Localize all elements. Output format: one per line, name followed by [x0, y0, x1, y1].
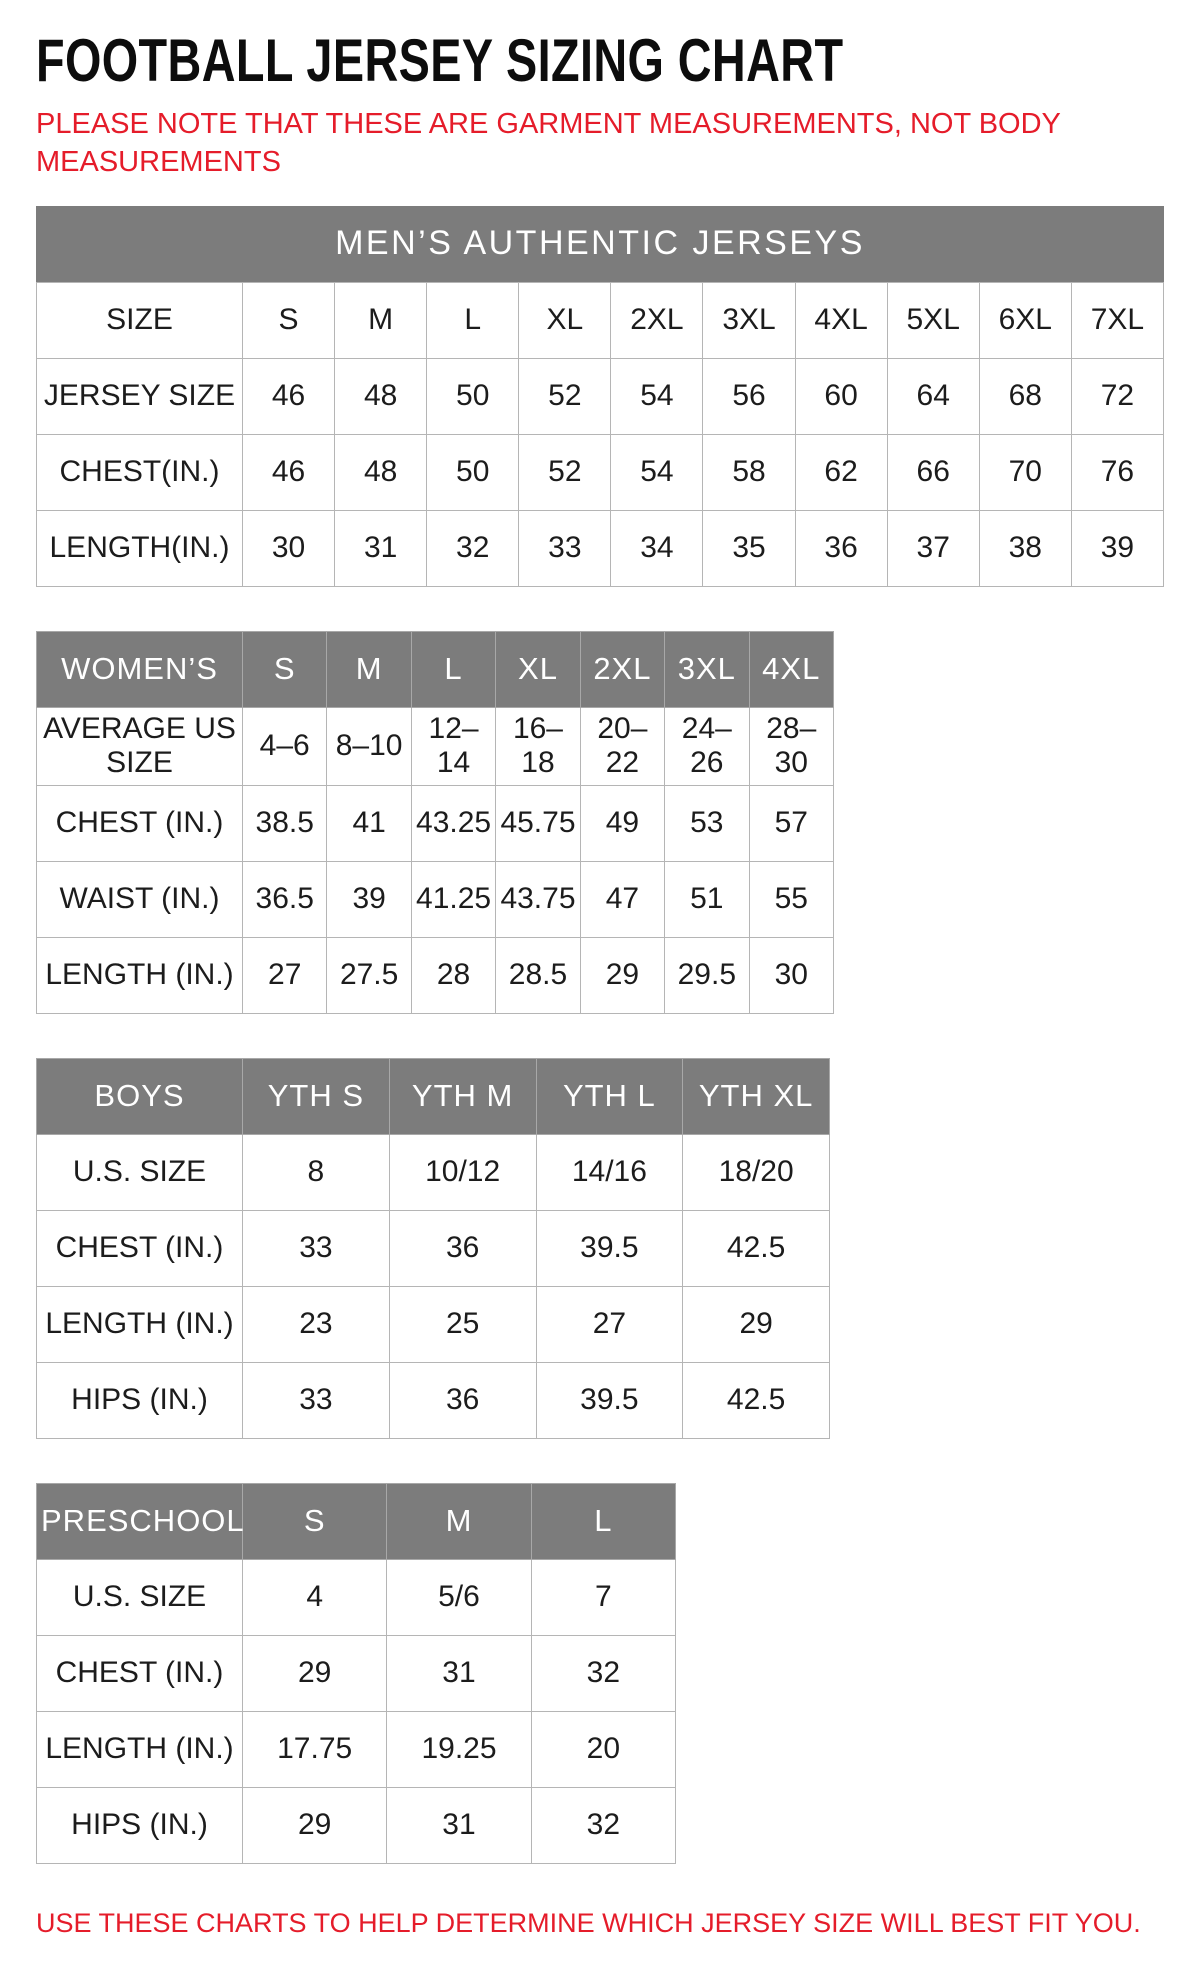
value-cell: 43.75 [496, 861, 580, 937]
boys-table [36, 1058, 830, 1439]
value-cell: 16–18 [496, 707, 580, 785]
value-cell: 76 [1071, 434, 1163, 510]
mens-table-banner: MEN’S AUTHENTIC JERSEYS [36, 206, 1164, 282]
value-cell: 49 [580, 785, 664, 861]
table-row [37, 707, 834, 785]
womens-header-row [37, 631, 834, 707]
table-row [37, 1635, 676, 1711]
value-cell: 39 [327, 861, 411, 937]
column-header: M [387, 1483, 531, 1559]
value-cell: 42.5 [683, 1210, 830, 1286]
value-cell: 41 [327, 785, 411, 861]
column-header: YTH XL [683, 1058, 830, 1134]
value-cell: 72 [1071, 358, 1163, 434]
column-header: 2XL [580, 631, 664, 707]
value-cell: 60 [795, 358, 887, 434]
column-header: L [531, 1483, 675, 1559]
value-cell: 32 [531, 1787, 675, 1863]
value-cell: 45.75 [496, 785, 580, 861]
value-cell: 29 [580, 937, 664, 1013]
column-header: 4XL [749, 631, 833, 707]
value-cell: 41.25 [411, 861, 495, 937]
column-header: YTH L [536, 1058, 683, 1134]
value-cell: 32 [427, 510, 519, 586]
value-cell: 64 [887, 358, 979, 434]
value-cell: 62 [795, 434, 887, 510]
measurement-note-line1: PLEASE NOTE THAT THESE ARE GARMENT MEASUREMENTS, NOT BODY [36, 108, 1061, 140]
value-cell: 8–10 [327, 707, 411, 785]
value-cell: 5/6 [387, 1559, 531, 1635]
mens-section [36, 206, 1164, 587]
row-label-cell: U.S. SIZE [37, 1134, 243, 1210]
value-cell: 58 [703, 434, 795, 510]
measurement-note-line2: MEASUREMENTS [36, 146, 281, 179]
value-cell: 39.5 [536, 1210, 683, 1286]
value-cell: 24–26 [665, 707, 749, 785]
value-cell: 2XL [611, 282, 703, 358]
column-header: 3XL [665, 631, 749, 707]
value-cell: 5XL [887, 282, 979, 358]
value-cell: 6XL [979, 282, 1071, 358]
boys-title-cell: BOYS [37, 1058, 243, 1134]
value-cell: 23 [243, 1286, 390, 1362]
column-header: M [327, 631, 411, 707]
row-label-cell: LENGTH (IN.) [37, 1286, 243, 1362]
value-cell: 14/16 [536, 1134, 683, 1210]
row-label-cell: CHEST (IN.) [37, 785, 243, 861]
row-label-cell: CHEST (IN.) [37, 1635, 243, 1711]
sizing-chart-page [36, 26, 1164, 1939]
value-cell: 48 [335, 358, 427, 434]
value-cell: 27 [243, 937, 327, 1013]
row-label-cell: LENGTH (IN.) [37, 1711, 243, 1787]
value-cell: 57 [749, 785, 833, 861]
preschool-title-cell: PRESCHOOL [37, 1483, 243, 1559]
value-cell: 29 [243, 1787, 387, 1863]
womens-title-cell: WOMEN’S [37, 631, 243, 707]
row-label-cell: LENGTH (IN.) [37, 937, 243, 1013]
value-cell: XL [519, 282, 611, 358]
value-cell: 33 [243, 1210, 390, 1286]
value-cell: 51 [665, 861, 749, 937]
value-cell: 46 [243, 434, 335, 510]
value-cell: 25 [389, 1286, 536, 1362]
value-cell: 33 [243, 1362, 390, 1438]
value-cell: 66 [887, 434, 979, 510]
value-cell: 42.5 [683, 1362, 830, 1438]
value-cell: 4 [243, 1559, 387, 1635]
table-row [37, 1134, 830, 1210]
table-row [37, 358, 1164, 434]
value-cell: 27 [536, 1286, 683, 1362]
value-cell: 32 [531, 1635, 675, 1711]
value-cell: 29 [243, 1635, 387, 1711]
value-cell: 19.25 [387, 1711, 531, 1787]
value-cell: 53 [665, 785, 749, 861]
boys-header-row [37, 1058, 830, 1134]
row-label-cell: LENGTH(IN.) [37, 510, 243, 586]
value-cell: 39.5 [536, 1362, 683, 1438]
row-label-cell: SIZE [37, 282, 243, 358]
value-cell: 4–6 [243, 707, 327, 785]
value-cell: 36.5 [243, 861, 327, 937]
womens-table [36, 631, 834, 1014]
value-cell: 10/12 [389, 1134, 536, 1210]
value-cell: 68 [979, 358, 1071, 434]
value-cell: 7XL [1071, 282, 1163, 358]
row-label-cell: CHEST (IN.) [37, 1210, 243, 1286]
womens-section [36, 631, 1164, 1014]
value-cell: 37 [887, 510, 979, 586]
value-cell: 30 [243, 510, 335, 586]
value-cell: 28 [411, 937, 495, 1013]
table-row [37, 510, 1164, 586]
preschool-header-row [37, 1483, 676, 1559]
row-label-cell: HIPS (IN.) [37, 1362, 243, 1438]
value-cell: 20–22 [580, 707, 664, 785]
column-header: S [243, 631, 327, 707]
value-cell: 34 [611, 510, 703, 586]
value-cell: 48 [335, 434, 427, 510]
row-label-cell: AVERAGE US SIZE [37, 707, 243, 785]
value-cell: 36 [389, 1210, 536, 1286]
value-cell: 54 [611, 434, 703, 510]
table-row [37, 1210, 830, 1286]
column-header: YTH M [389, 1058, 536, 1134]
value-cell: 3XL [703, 282, 795, 358]
value-cell: 46 [243, 358, 335, 434]
table-row [37, 861, 834, 937]
value-cell: 50 [427, 434, 519, 510]
row-label-cell: HIPS (IN.) [37, 1787, 243, 1863]
footer-note: USE THESE CHARTS TO HELP DETERMINE WHICH JERSEY SIZE WILL BEST FIT YOU. [36, 1907, 1141, 1938]
value-cell: 36 [795, 510, 887, 586]
row-label-cell: JERSEY SIZE [37, 358, 243, 434]
value-cell: 55 [749, 861, 833, 937]
table-row [37, 1559, 676, 1635]
value-cell: 7 [531, 1559, 675, 1635]
table-row [37, 1362, 830, 1438]
value-cell: S [243, 282, 335, 358]
value-cell: 52 [519, 358, 611, 434]
value-cell: 17.75 [243, 1711, 387, 1787]
value-cell: 39 [1071, 510, 1163, 586]
row-label-cell: U.S. SIZE [37, 1559, 243, 1635]
value-cell: 43.25 [411, 785, 495, 861]
table-row [37, 1711, 676, 1787]
column-header: XL [496, 631, 580, 707]
preschool-table [36, 1483, 676, 1864]
value-cell: 12–14 [411, 707, 495, 785]
row-label-cell: WAIST (IN.) [37, 861, 243, 937]
value-cell: 38.5 [243, 785, 327, 861]
table-row [37, 1286, 830, 1362]
value-cell: 30 [749, 937, 833, 1013]
value-cell: 35 [703, 510, 795, 586]
table-row [37, 434, 1164, 510]
value-cell: 38 [979, 510, 1071, 586]
value-cell: 28–30 [749, 707, 833, 785]
column-header: L [411, 631, 495, 707]
value-cell: 70 [979, 434, 1071, 510]
value-cell: 4XL [795, 282, 887, 358]
table-row [37, 937, 834, 1013]
value-cell: 33 [519, 510, 611, 586]
value-cell: 52 [519, 434, 611, 510]
value-cell: 29 [683, 1286, 830, 1362]
value-cell: 54 [611, 358, 703, 434]
page-title: FOOTBALL JERSEY SIZING CHART [36, 27, 844, 94]
table-row [37, 1787, 676, 1863]
value-cell: 28.5 [496, 937, 580, 1013]
mens-table [36, 282, 1164, 587]
value-cell: 47 [580, 861, 664, 937]
value-cell: 29.5 [665, 937, 749, 1013]
value-cell: 36 [389, 1362, 536, 1438]
value-cell: 27.5 [327, 937, 411, 1013]
value-cell: 50 [427, 358, 519, 434]
value-cell: 20 [531, 1711, 675, 1787]
table-row [37, 282, 1164, 358]
table-row [37, 785, 834, 861]
value-cell: 18/20 [683, 1134, 830, 1210]
value-cell: M [335, 282, 427, 358]
boys-section [36, 1058, 1164, 1439]
value-cell: 31 [335, 510, 427, 586]
row-label-cell: CHEST(IN.) [37, 434, 243, 510]
value-cell: 56 [703, 358, 795, 434]
column-header: S [243, 1483, 387, 1559]
measurement-note [36, 105, 1164, 182]
value-cell: L [427, 282, 519, 358]
value-cell: 8 [243, 1134, 390, 1210]
preschool-section [36, 1483, 1164, 1864]
value-cell: 31 [387, 1787, 531, 1863]
value-cell: 31 [387, 1635, 531, 1711]
column-header: YTH S [243, 1058, 390, 1134]
